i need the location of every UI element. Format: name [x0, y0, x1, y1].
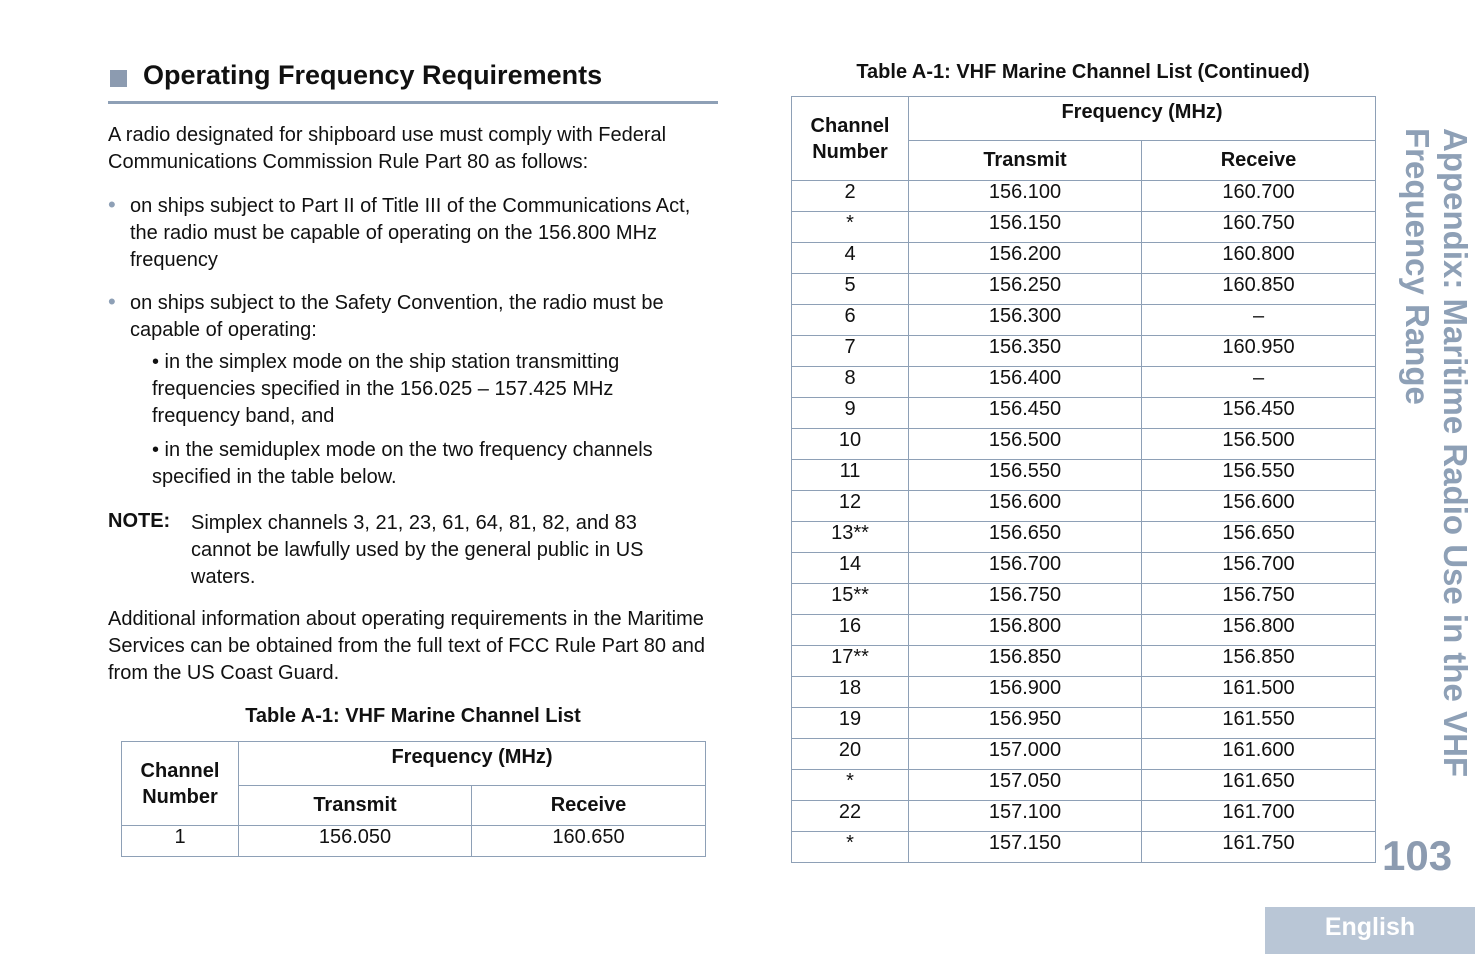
- transmit-cell: 156.550: [909, 460, 1142, 491]
- additional-paragraph: Additional information about operating requirements in the Maritime Services can be obtained from the full text of FCC Rule Part 80 and from the US Coast Guard.: [108, 608, 705, 684]
- table-row: [792, 801, 1376, 832]
- table-row: [792, 429, 1376, 460]
- sub-bullet-item: • in the simplex mode on the ship station transmitting frequencies specified in the 156.025 – 157.425 MHz frequency band, and: [152, 351, 620, 427]
- channel-table-continued: [791, 96, 1376, 863]
- channel-cell: 1: [122, 826, 239, 857]
- table-row: [792, 615, 1376, 646]
- table-row: [792, 646, 1376, 677]
- table-row: [792, 832, 1376, 863]
- transmit-cell: 157.100: [909, 801, 1142, 832]
- channel-cell: 8: [792, 367, 909, 398]
- transmit-cell: 156.050: [239, 826, 472, 857]
- channel-cell: 9: [792, 398, 909, 429]
- receive-cell: 160.750: [1142, 212, 1376, 243]
- transmit-cell: 156.950: [909, 708, 1142, 739]
- transmit-cell: 156.450: [909, 398, 1142, 429]
- section-title: Operating Frequency Requirements: [143, 60, 603, 90]
- channel-number-header: Channel Number: [792, 97, 909, 181]
- receive-cell: 161.650: [1142, 770, 1376, 801]
- channel-cell: 10: [792, 429, 909, 460]
- receive-cell: 160.950: [1142, 336, 1376, 367]
- table-row: [792, 212, 1376, 243]
- receive-cell: 161.700: [1142, 801, 1376, 832]
- channel-cell: 19: [792, 708, 909, 739]
- transmit-cell: 157.150: [909, 832, 1142, 863]
- receive-cell: 161.600: [1142, 739, 1376, 770]
- channel-cell: 12: [792, 491, 909, 522]
- transmit-cell: 156.100: [909, 181, 1142, 212]
- table-row: [792, 708, 1376, 739]
- receive-cell: 160.700: [1142, 181, 1376, 212]
- side-title-line2: Frequency Range: [1399, 128, 1436, 405]
- table-row: [792, 677, 1376, 708]
- table-caption: Table A-1: VHF Marine Channel List: [245, 705, 581, 727]
- transmit-header: Transmit: [909, 141, 1142, 181]
- receive-cell: 156.650: [1142, 522, 1376, 553]
- table-row: [792, 491, 1376, 522]
- language-tab: English: [1265, 907, 1475, 954]
- table-row: [792, 398, 1376, 429]
- channel-cell: *: [792, 832, 909, 863]
- receive-cell: 161.550: [1142, 708, 1376, 739]
- channel-cell: 20: [792, 739, 909, 770]
- page-number: 103: [1382, 832, 1453, 879]
- table-row: [792, 243, 1376, 274]
- receive-cell: –: [1142, 367, 1376, 398]
- transmit-header: Transmit: [239, 786, 472, 826]
- receive-cell: 156.600: [1142, 491, 1376, 522]
- channel-cell: *: [792, 770, 909, 801]
- channel-cell: 5: [792, 274, 909, 305]
- receive-cell: 156.800: [1142, 615, 1376, 646]
- heading-square-icon: [110, 70, 127, 87]
- bullet-text: on ships subject to the Safety Convention, the radio must be capable of operating:: [130, 292, 664, 341]
- transmit-cell: 156.850: [909, 646, 1142, 677]
- channel-cell: 7: [792, 336, 909, 367]
- table-row: [792, 305, 1376, 336]
- table-row: [122, 826, 706, 857]
- table-caption-continued: Table A-1: VHF Marine Channel List (Continued): [856, 61, 1310, 83]
- receive-cell: 156.550: [1142, 460, 1376, 491]
- channel-cell: 17**: [792, 646, 909, 677]
- table-row: [792, 770, 1376, 801]
- side-title-line1: Appendix: Maritime Radio Use in the VHF: [1437, 128, 1474, 778]
- receive-cell: 161.500: [1142, 677, 1376, 708]
- receive-cell: 160.800: [1142, 243, 1376, 274]
- table-row: [792, 553, 1376, 584]
- channel-cell: 11: [792, 460, 909, 491]
- frequency-header: Frequency (MHz): [239, 742, 706, 786]
- transmit-cell: 156.600: [909, 491, 1142, 522]
- table-row: [792, 460, 1376, 491]
- receive-cell: –: [1142, 305, 1376, 336]
- bullet-text: on ships subject to Part II of Title III of the Communications Act, the radio must be capable of operating on the 156.800 MHz frequency: [130, 195, 691, 271]
- receive-header: Receive: [1142, 141, 1376, 181]
- transmit-cell: 156.700: [909, 553, 1142, 584]
- channel-cell: 18: [792, 677, 909, 708]
- table-row: [792, 336, 1376, 367]
- table-row: [792, 739, 1376, 770]
- receive-cell: 156.500: [1142, 429, 1376, 460]
- transmit-cell: 156.800: [909, 615, 1142, 646]
- receive-cell: 156.850: [1142, 646, 1376, 677]
- channel-cell: 4: [792, 243, 909, 274]
- transmit-cell: 156.750: [909, 584, 1142, 615]
- table-row: [792, 584, 1376, 615]
- channel-cell: 13**: [792, 522, 909, 553]
- transmit-cell: 156.300: [909, 305, 1142, 336]
- receive-cell: 160.650: [472, 826, 706, 857]
- channel-cell: 14: [792, 553, 909, 584]
- transmit-cell: 156.150: [909, 212, 1142, 243]
- channel-table: [121, 741, 706, 857]
- table-row: [792, 522, 1376, 553]
- bullet-dot-icon: •: [108, 192, 116, 217]
- transmit-cell: 156.250: [909, 274, 1142, 305]
- transmit-cell: 156.900: [909, 677, 1142, 708]
- receive-cell: 156.750: [1142, 584, 1376, 615]
- transmit-cell: 157.000: [909, 739, 1142, 770]
- bullet-dot-icon: •: [108, 289, 116, 314]
- channel-number-header: Channel Number: [122, 742, 239, 826]
- transmit-cell: 156.500: [909, 429, 1142, 460]
- receive-cell: 160.850: [1142, 274, 1376, 305]
- channel-cell: 6: [792, 305, 909, 336]
- receive-cell: 156.700: [1142, 553, 1376, 584]
- note-text: Simplex channels 3, 21, 23, 61, 64, 81, 82, and 83 cannot be lawfully used by the general public in US waters.: [191, 512, 644, 588]
- channel-cell: 22: [792, 801, 909, 832]
- channel-cell: 16: [792, 615, 909, 646]
- table-row: [792, 181, 1376, 212]
- transmit-cell: 156.400: [909, 367, 1142, 398]
- sub-bullet-item: • in the semiduplex mode on the two frequency channels specified in the table below.: [152, 439, 653, 488]
- transmit-cell: 157.050: [909, 770, 1142, 801]
- channel-cell: 15**: [792, 584, 909, 615]
- channel-cell: 2: [792, 181, 909, 212]
- section-heading: [108, 58, 718, 104]
- table-row: [792, 274, 1376, 305]
- transmit-cell: 156.200: [909, 243, 1142, 274]
- channel-cell: *: [792, 212, 909, 243]
- table-row: [792, 367, 1376, 398]
- receive-cell: 156.450: [1142, 398, 1376, 429]
- intro-paragraph: A radio designated for shipboard use must comply with Federal Communications Commission Rule Part 80 as follows:: [108, 124, 667, 173]
- transmit-cell: 156.350: [909, 336, 1142, 367]
- receive-header: Receive: [472, 786, 706, 826]
- receive-cell: 161.750: [1142, 832, 1376, 863]
- side-title: [1392, 128, 1474, 818]
- frequency-header: Frequency (MHz): [909, 97, 1376, 141]
- note-label: NOTE:: [108, 510, 171, 532]
- transmit-cell: 156.650: [909, 522, 1142, 553]
